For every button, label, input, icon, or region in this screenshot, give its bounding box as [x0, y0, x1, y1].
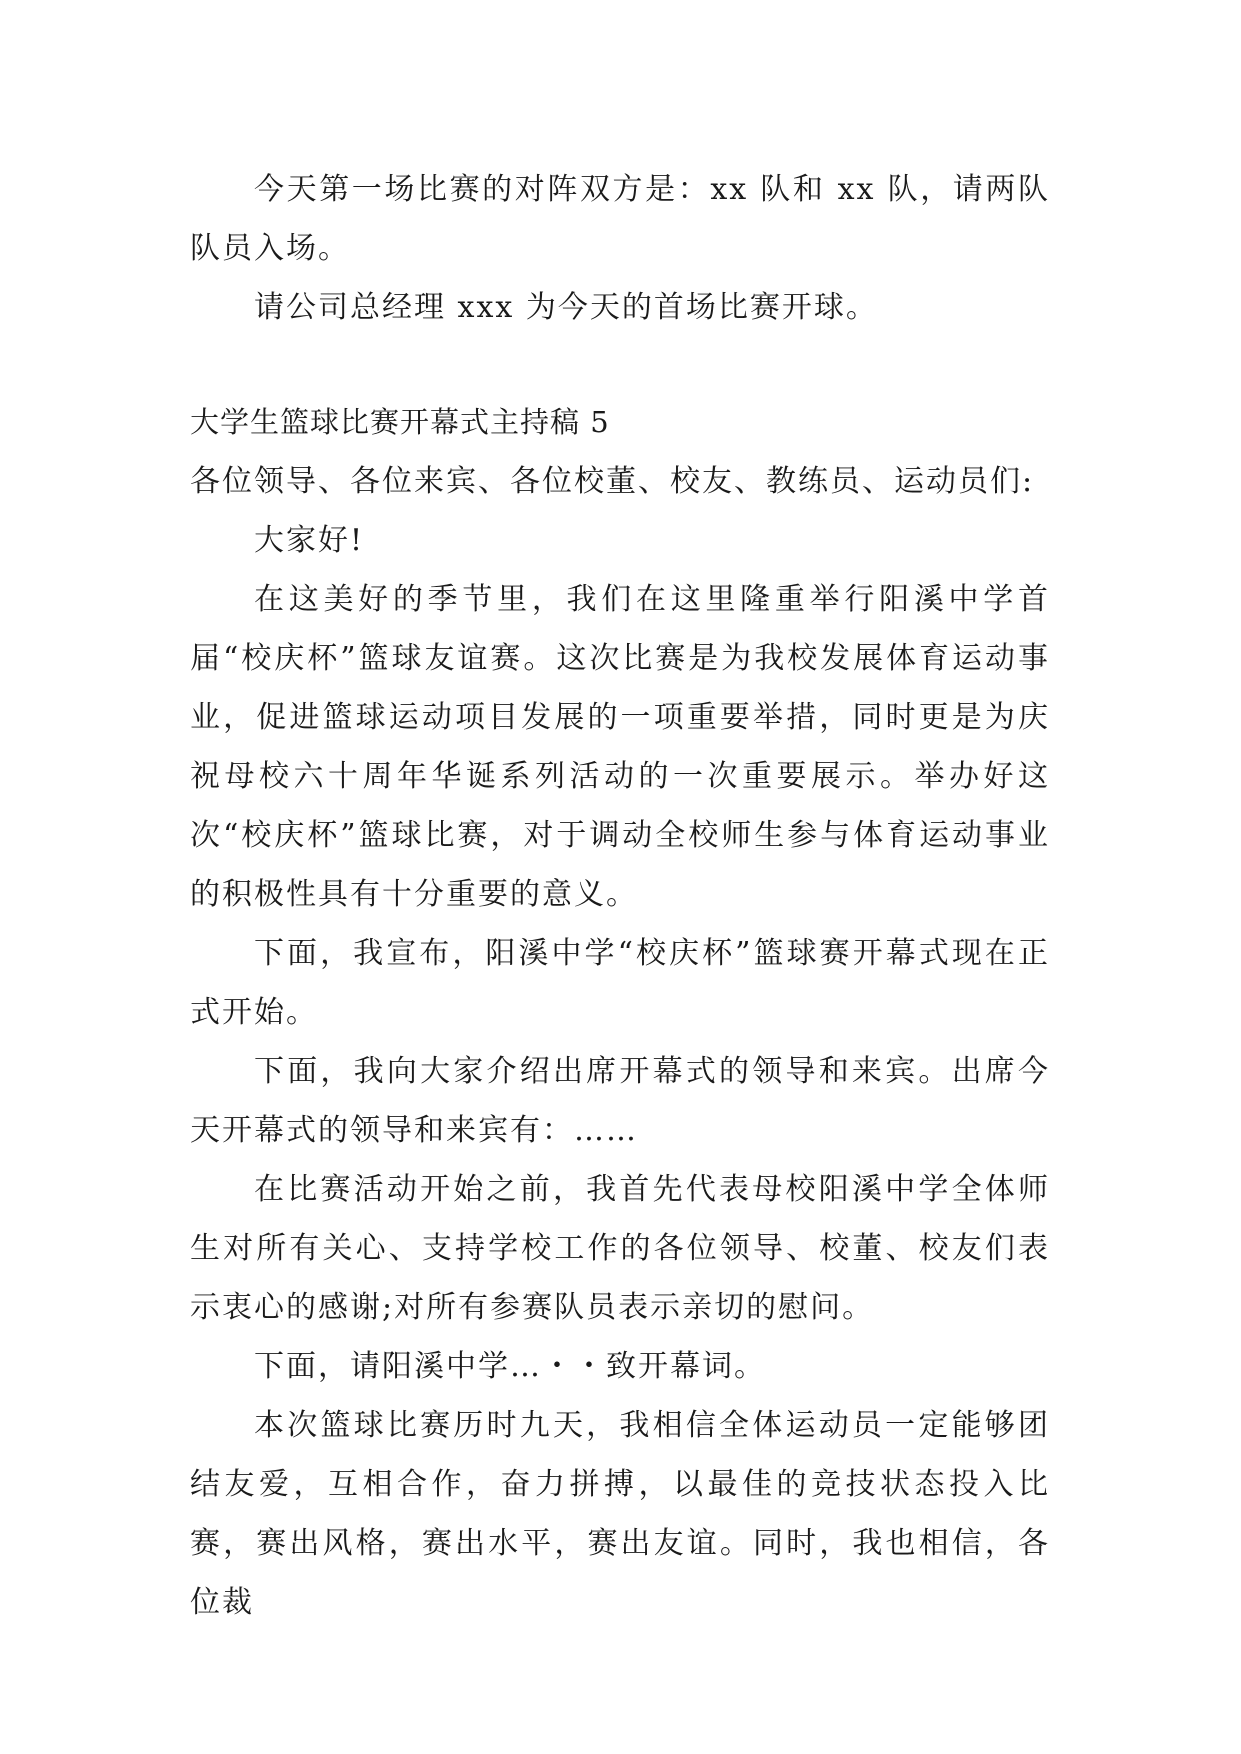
- paragraph-opening: 在这美好的季节里，我们在这里隆重举行阳溪中学首届“校庆杯”篮球友谊赛。这次比赛是为我校发展体育运动事业，促进篮球运动项目发展的一项重要举措，同时更是为庆祝母校六十周年华诞系列活动的一次重要展示。举办好这次“校庆杯”篮球比赛，对于调动全校师生参与体育运动事业的积极性具有十分重要的意义。: [190, 582, 1050, 912]
- section-spacer: [190, 337, 1050, 393]
- intro-paragraph-1: 今天第一场比赛的对阵双方是：xx 队和 xx 队，请两队队员入场。: [190, 172, 1050, 266]
- paragraph-guests: 下面，我向大家介绍出席开幕式的领导和来宾。出席今天开幕式的领导和来宾有：……: [190, 1054, 1050, 1148]
- paragraph-greeting: 大家好!: [254, 523, 365, 558]
- paragraph-speech: 下面，请阳溪中学…・・致开幕词。: [254, 1349, 766, 1384]
- salutation: 各位领导、各位来宾、各位校董、校友、教练员、运动员们:: [190, 464, 1035, 499]
- paragraph-competition: 本次篮球比赛历时九天，我相信全体运动员一定能够团结友爱，互相合作，奋力拼搏，以最佳的竞技状态投入比赛，赛出风格，赛出水平，赛出友谊。同时，我也相信，各位裁: [190, 1408, 1050, 1620]
- section-title: 大学生篮球比赛开幕式主持稿 5: [190, 405, 610, 439]
- intro-paragraph-2: 请公司总经理 xxx 为今天的首场比赛开球。: [254, 290, 878, 325]
- document-body: [190, 160, 1050, 1632]
- paragraph-announcement: 下面，我宣布，阳溪中学“校庆杯”篮球赛开幕式现在正式开始。: [190, 936, 1050, 1030]
- paragraph-thanks: 在比赛活动开始之前，我首先代表母校阳溪中学全体师生对所有关心、支持学校工作的各位领导、校董、校友们表示衷心的感谢;对所有参赛队员表示亲切的慰问。: [190, 1172, 1050, 1325]
